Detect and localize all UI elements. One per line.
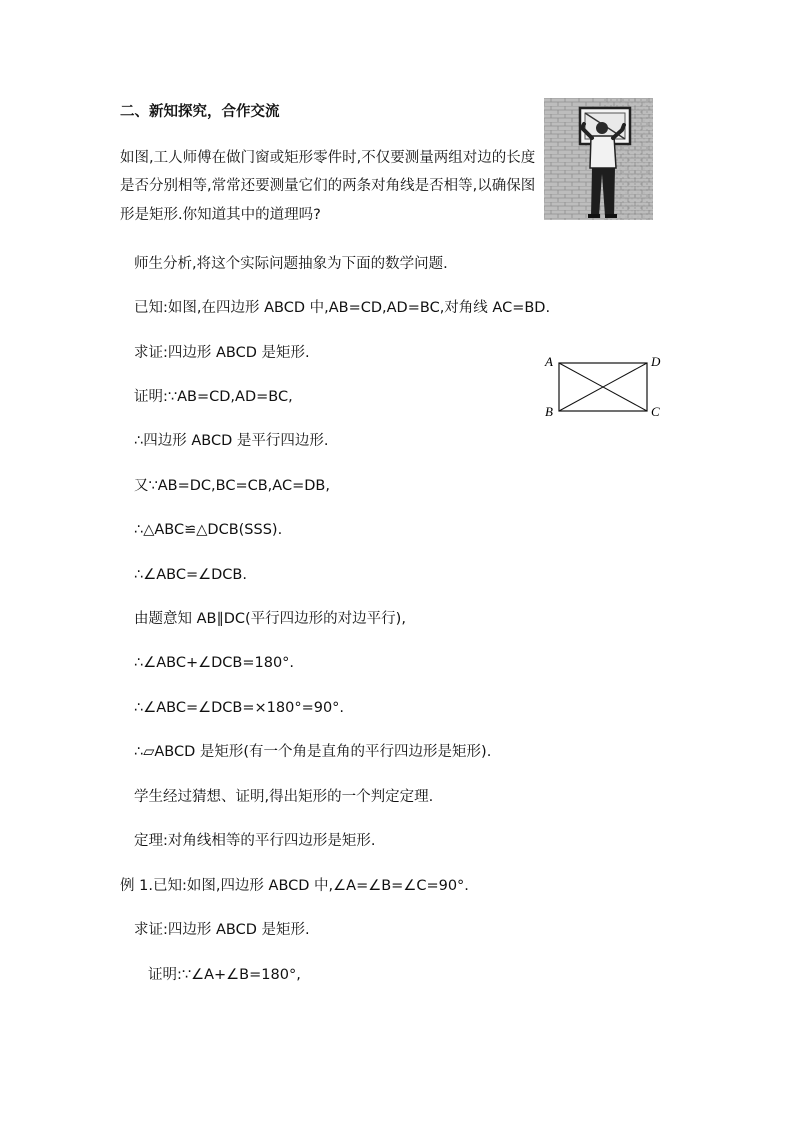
vertex-label-c: C — [651, 404, 660, 419]
vertex-label-b: B — [545, 404, 553, 419]
worker-measuring-window-image — [544, 98, 653, 220]
line-given: 已知:如图,在四边形 ABCD 中,AB=CD,AD=BC,对角线 AC=BD. — [134, 300, 551, 316]
line-analysis: 师生分析,将这个实际问题抽象为下面的数学问题. — [134, 256, 448, 272]
line-angles-equal: ∴∠ABC=∠DCB. — [134, 567, 247, 583]
line-example-proof: 证明:∵∠A+∠B=180°, — [148, 967, 301, 983]
line-90: ∴∠ABC=∠DCB=×180°=90°. — [134, 700, 345, 716]
line-prove: 求证:四边形 ABCD 是矩形. — [134, 345, 310, 361]
line-conclusion: ∴▱ABCD 是矩形(有一个角是直角的平行四边形是矩形). — [134, 744, 492, 760]
line-parallel: 由题意知 AB∥DC(平行四边形的对边平行), — [134, 611, 406, 627]
vertex-label-a: A — [545, 354, 553, 369]
line-example-1: 例 1.已知:如图,四边形 ABCD 中,∠A=∠B=∠C=90°. — [120, 878, 469, 894]
line-also: 又∵AB=DC,BC=CB,AC=DB, — [134, 478, 330, 494]
line-parallelogram: ∴四边形 ABCD 是平行四边形. — [134, 433, 329, 449]
line-example-prove: 求证:四边形 ABCD 是矩形. — [134, 922, 310, 938]
line-proof-start: 证明:∵AB=CD,AD=BC, — [134, 389, 293, 405]
intro-line-1: 如图,工人师傅在做门窗或矩形零件时,不仅要测量两组对边的长度 — [120, 150, 536, 166]
intro-line-2: 是否分别相等,常常还要测量它们的两条对角线是否相等,以确保图 — [120, 178, 536, 194]
intro-line-3: 形是矩形.你知道其中的道理吗? — [120, 207, 321, 223]
rectangle-abcd-figure — [540, 350, 670, 422]
section-title: 二、新知探究，合作交流 — [120, 104, 280, 120]
vertex-label-d: D — [651, 354, 661, 369]
line-theorem: 定理:对角线相等的平行四边形是矩形. — [134, 833, 376, 849]
line-congruent: ∴△ABC≌△DCB(SSS). — [134, 522, 283, 538]
line-sum-180: ∴∠ABC+∠DCB=180°. — [134, 655, 295, 671]
line-students: 学生经过猜想、证明,得出矩形的一个判定定理. — [134, 789, 434, 805]
